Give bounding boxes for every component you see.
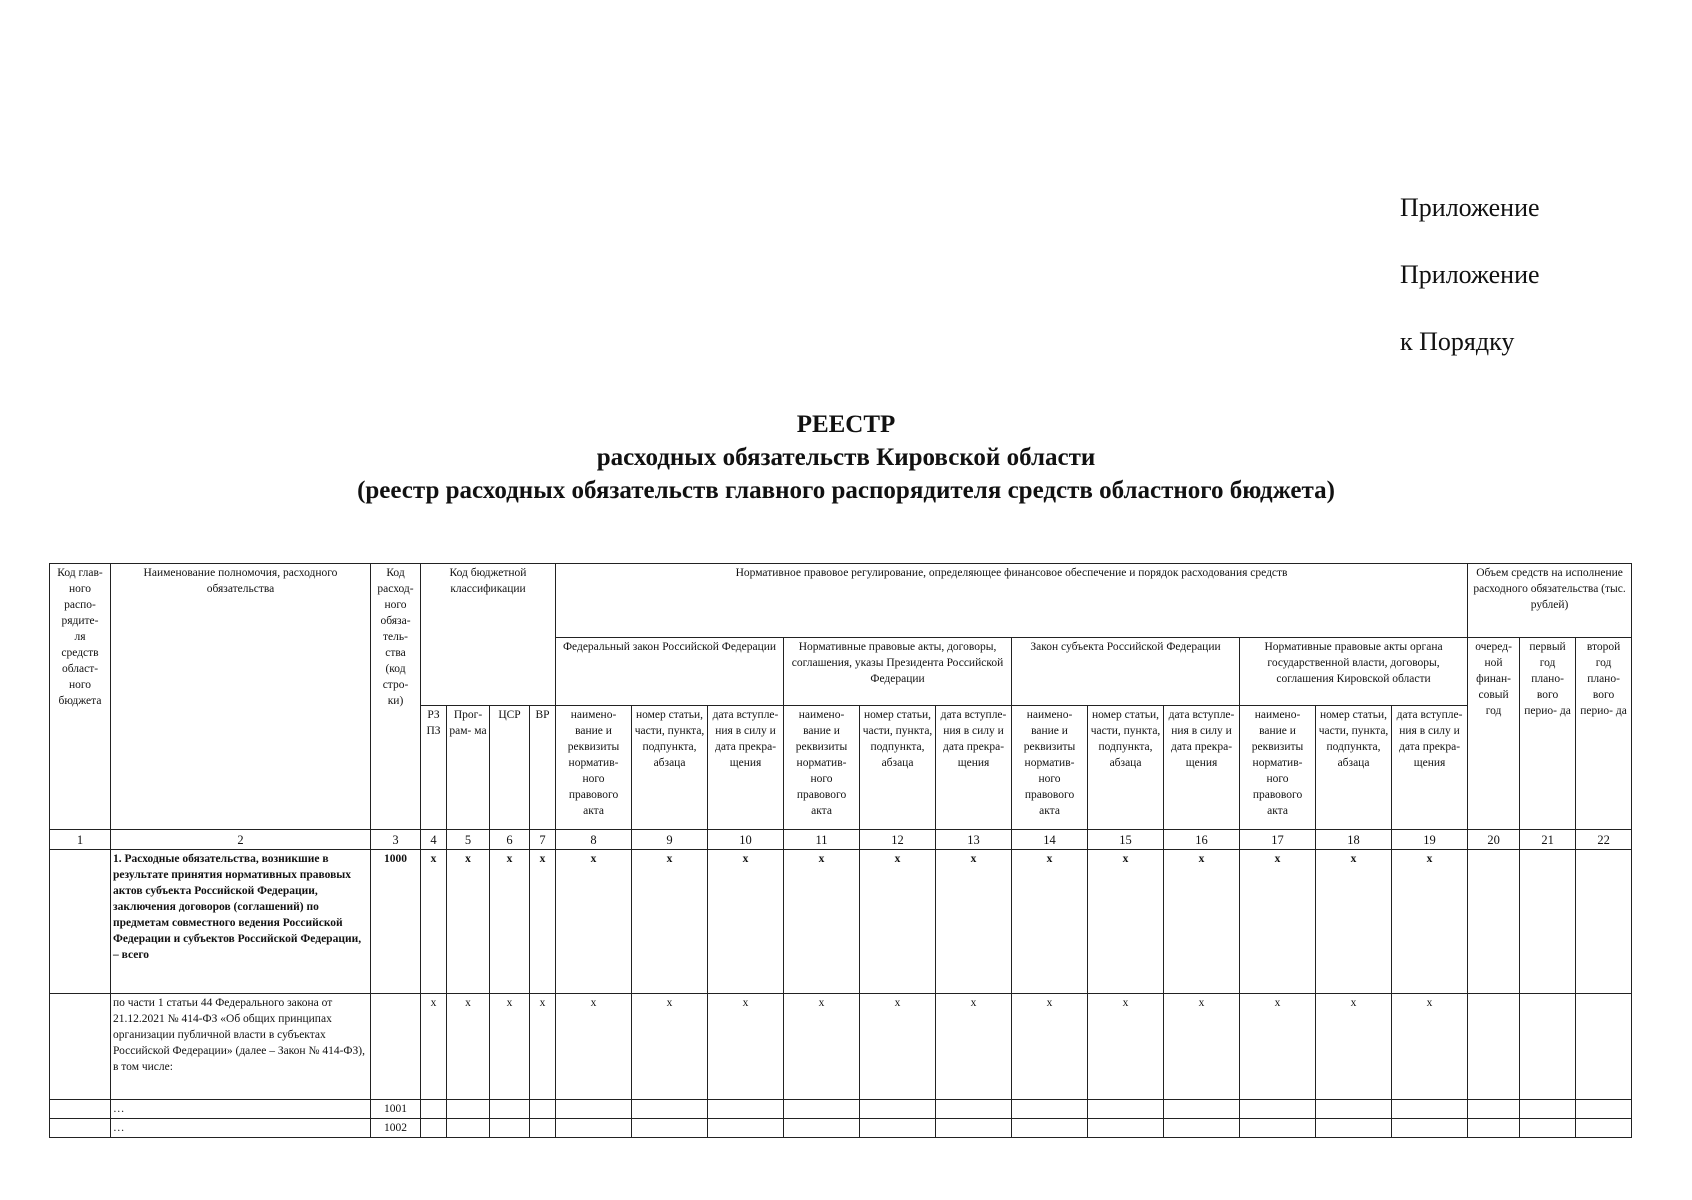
header-subject-law: Закон субъекта Российской Федерации bbox=[1012, 638, 1240, 706]
column-number: 5 bbox=[447, 830, 490, 850]
table-cell bbox=[1164, 1100, 1240, 1119]
header-sub-article: номер статьи, части, пункта, подпункта, абзаца bbox=[1088, 706, 1164, 830]
table-cell bbox=[1012, 1100, 1088, 1119]
header-budget-classification: Код бюджетной классификации bbox=[421, 564, 556, 706]
table-cell bbox=[530, 1119, 556, 1138]
table-cell bbox=[1392, 1119, 1468, 1138]
x-mark: x bbox=[421, 850, 447, 994]
header-sub-name: наимено- вание и реквизиты норматив- ного правового акта bbox=[1012, 706, 1088, 830]
table-row bbox=[50, 994, 1632, 1100]
table-cell bbox=[1240, 1119, 1316, 1138]
x-mark: x bbox=[1316, 850, 1392, 994]
table-cell bbox=[784, 1119, 860, 1138]
header-sub-article: номер статьи, части, пункта, подпункта, абзаца bbox=[1316, 706, 1392, 830]
column-number: 22 bbox=[1576, 830, 1632, 850]
column-number: 12 bbox=[860, 830, 936, 850]
x-mark: x bbox=[1392, 994, 1468, 1100]
table-cell bbox=[1240, 1100, 1316, 1119]
x-mark: x bbox=[1392, 850, 1468, 994]
table-cell bbox=[50, 1119, 111, 1138]
column-number: 2 bbox=[111, 830, 371, 850]
header-federal-law: Федеральный закон Российской Федерации bbox=[556, 638, 784, 706]
header-sub-name: наимено- вание и реквизиты норматив- ного правового акта bbox=[1240, 706, 1316, 830]
header-normative-regulation: Нормативное правовое регулирование, определяющее финансовое обеспечение и порядок расходования средств bbox=[556, 564, 1468, 638]
table-cell bbox=[1468, 1100, 1520, 1119]
header-year-2: второй год плано- вого перио- да bbox=[1576, 638, 1632, 830]
x-mark: x bbox=[421, 994, 447, 1100]
row-obligation-code: 1001 bbox=[371, 1100, 421, 1119]
header-sub-article: номер статьи, части, пункта, подпункта, абзаца bbox=[860, 706, 936, 830]
table-cell bbox=[1576, 994, 1632, 1100]
table-cell bbox=[1520, 1119, 1576, 1138]
table-cell bbox=[784, 1100, 860, 1119]
document-title bbox=[0, 408, 1692, 507]
table-cell bbox=[1316, 1119, 1392, 1138]
title-line-1: РЕЕСТР bbox=[796, 411, 896, 438]
x-mark: x bbox=[936, 850, 1012, 994]
table-cell bbox=[447, 1119, 490, 1138]
table-cell bbox=[490, 1119, 530, 1138]
table-cell bbox=[50, 994, 111, 1100]
row-obligation-name: … bbox=[111, 1119, 371, 1138]
column-number: 7 bbox=[530, 830, 556, 850]
header-year-0: очеред- ной финан- совый год bbox=[1468, 638, 1520, 830]
column-number: 15 bbox=[1088, 830, 1164, 850]
table-cell bbox=[632, 1119, 708, 1138]
x-mark: x bbox=[632, 994, 708, 1100]
table-cell bbox=[1468, 850, 1520, 994]
table-cell bbox=[1520, 994, 1576, 1100]
appendix-line-1: Приложение bbox=[1400, 193, 1540, 222]
header-sub-date: дата вступле- ния в силу и дата прекра- щения bbox=[1164, 706, 1240, 830]
table-cell bbox=[50, 1100, 111, 1119]
x-mark: x bbox=[1012, 994, 1088, 1100]
header-sub-date: дата вступле- ния в силу и дата прекра- щения bbox=[936, 706, 1012, 830]
header-sub-date: дата вступле- ния в силу и дата прекра- щения bbox=[708, 706, 784, 830]
table-cell bbox=[421, 1100, 447, 1119]
column-number: 17 bbox=[1240, 830, 1316, 850]
header-rz-pz: РЗ ПЗ bbox=[421, 706, 447, 830]
x-mark: x bbox=[860, 994, 936, 1100]
column-number: 19 bbox=[1392, 830, 1468, 850]
column-number: 21 bbox=[1520, 830, 1576, 850]
column-number: 1 bbox=[50, 830, 111, 850]
table-cell bbox=[860, 1100, 936, 1119]
table-row bbox=[50, 850, 1632, 994]
x-mark: x bbox=[1316, 994, 1392, 1100]
table-cell bbox=[421, 1119, 447, 1138]
table-cell bbox=[708, 1119, 784, 1138]
table-cell bbox=[1576, 1119, 1632, 1138]
registry-table bbox=[49, 563, 1632, 1138]
header-sub-date: дата вступле- ния в силу и дата прекра- щения bbox=[1392, 706, 1468, 830]
x-mark: x bbox=[447, 850, 490, 994]
x-mark: x bbox=[708, 850, 784, 994]
x-mark: x bbox=[1240, 850, 1316, 994]
column-number: 9 bbox=[632, 830, 708, 850]
table-row bbox=[50, 1100, 1632, 1119]
title-line-3: (реестр расходных обязательств главного распорядителя средств областного бюджета) bbox=[357, 477, 1335, 504]
table-cell bbox=[556, 1119, 632, 1138]
column-number: 13 bbox=[936, 830, 1012, 850]
header-volume: Объем средств на исполнение расходного обязательства (тыс. рублей) bbox=[1468, 564, 1632, 638]
header-year-1: первый год плано- вого перио- да bbox=[1520, 638, 1576, 830]
x-mark: x bbox=[936, 994, 1012, 1100]
table-cell bbox=[1576, 1100, 1632, 1119]
table-cell bbox=[1012, 1119, 1088, 1138]
row-obligation-code bbox=[371, 994, 421, 1100]
table-cell bbox=[1316, 1100, 1392, 1119]
column-number: 8 bbox=[556, 830, 632, 850]
header-vr: ВР bbox=[530, 706, 556, 830]
title-line-2: расходных обязательств Кировской области bbox=[596, 444, 1096, 471]
header-sub-name: наимено- вание и реквизиты норматив- ного правового акта bbox=[784, 706, 860, 830]
header-program: Прог- рам- ма bbox=[447, 706, 490, 830]
column-number: 10 bbox=[708, 830, 784, 850]
x-mark: x bbox=[490, 994, 530, 1100]
x-mark: x bbox=[530, 850, 556, 994]
column-number: 3 bbox=[371, 830, 421, 850]
x-mark: x bbox=[1164, 994, 1240, 1100]
header-kirov-acts: Нормативные правовые акты органа государственной власти, договоры, соглашения Кировской области bbox=[1240, 638, 1468, 706]
column-number: 18 bbox=[1316, 830, 1392, 850]
x-mark: x bbox=[556, 850, 632, 994]
table-cell bbox=[447, 1100, 490, 1119]
column-number: 16 bbox=[1164, 830, 1240, 850]
column-number: 6 bbox=[490, 830, 530, 850]
x-mark: x bbox=[1088, 994, 1164, 1100]
table-cell bbox=[1392, 1100, 1468, 1119]
table-cell bbox=[936, 1119, 1012, 1138]
row-obligation-name: по части 1 статьи 44 Федерального закона от 21.12.2021 № 414-ФЗ «Об общих принципах организации публичной власти в субъектах Российской Федерации» (далее – Закон № 414-ФЗ), в том числе: bbox=[111, 994, 371, 1100]
header-sub-name: наимено- вание и реквизиты норматив- ного правового акта bbox=[556, 706, 632, 830]
table-cell bbox=[1088, 1100, 1164, 1119]
row-obligation-name: … bbox=[111, 1100, 371, 1119]
appendix-line-3: к Порядку bbox=[1400, 327, 1515, 356]
x-mark: x bbox=[556, 994, 632, 1100]
header-sub-article: номер статьи, части, пункта, подпункта, абзаца bbox=[632, 706, 708, 830]
table-cell bbox=[1088, 1119, 1164, 1138]
table-cell bbox=[1576, 850, 1632, 994]
table-cell bbox=[490, 1100, 530, 1119]
column-number: 11 bbox=[784, 830, 860, 850]
table-cell bbox=[1164, 1119, 1240, 1138]
row-obligation-code: 1000 bbox=[371, 850, 421, 994]
column-number: 14 bbox=[1012, 830, 1088, 850]
table-cell bbox=[1468, 1119, 1520, 1138]
table-cell bbox=[1520, 1100, 1576, 1119]
table-cell bbox=[50, 850, 111, 994]
x-mark: x bbox=[1012, 850, 1088, 994]
table-cell bbox=[530, 1100, 556, 1119]
row-obligation-code: 1002 bbox=[371, 1119, 421, 1138]
x-mark: x bbox=[708, 994, 784, 1100]
table-cell bbox=[632, 1100, 708, 1119]
header-obligation-code: Код расход- ного обяза- тель- ства (код стро- ки) bbox=[371, 564, 421, 830]
column-number: 4 bbox=[421, 830, 447, 850]
x-mark: x bbox=[530, 994, 556, 1100]
header-csr: ЦСР bbox=[490, 706, 530, 830]
column-number: 20 bbox=[1468, 830, 1520, 850]
x-mark: x bbox=[784, 994, 860, 1100]
x-mark: x bbox=[784, 850, 860, 994]
x-mark: x bbox=[1088, 850, 1164, 994]
x-mark: x bbox=[1164, 850, 1240, 994]
table-cell bbox=[556, 1100, 632, 1119]
table-cell bbox=[1520, 850, 1576, 994]
table-cell bbox=[860, 1119, 936, 1138]
x-mark: x bbox=[490, 850, 530, 994]
header-federal-acts: Нормативные правовые акты, договоры, соглашения, указы Президента Российской Федерации bbox=[784, 638, 1012, 706]
table-cell bbox=[708, 1100, 784, 1119]
table-cell bbox=[936, 1100, 1012, 1119]
x-mark: x bbox=[447, 994, 490, 1100]
x-mark: x bbox=[860, 850, 936, 994]
x-mark: x bbox=[1240, 994, 1316, 1100]
header-gr-code: Код глав- ного распо- рядите- ля средств област- ного бюджета bbox=[50, 564, 111, 830]
table-cell bbox=[1468, 994, 1520, 1100]
row-obligation-name: 1. Расходные обязательства, возникшие в результате принятия нормативных правовых актов субъекта Российской Федерации, заключения договоров (соглашений) по предметам совместного ведения Российской Федерации и субъектов Российской Федерации, – всего bbox=[111, 850, 371, 994]
table-row bbox=[50, 1119, 1632, 1138]
appendix-line-2: Приложение bbox=[1400, 260, 1540, 289]
header-obligation-name: Наименование полномочия, расходного обязательства bbox=[111, 564, 371, 830]
x-mark: x bbox=[632, 850, 708, 994]
